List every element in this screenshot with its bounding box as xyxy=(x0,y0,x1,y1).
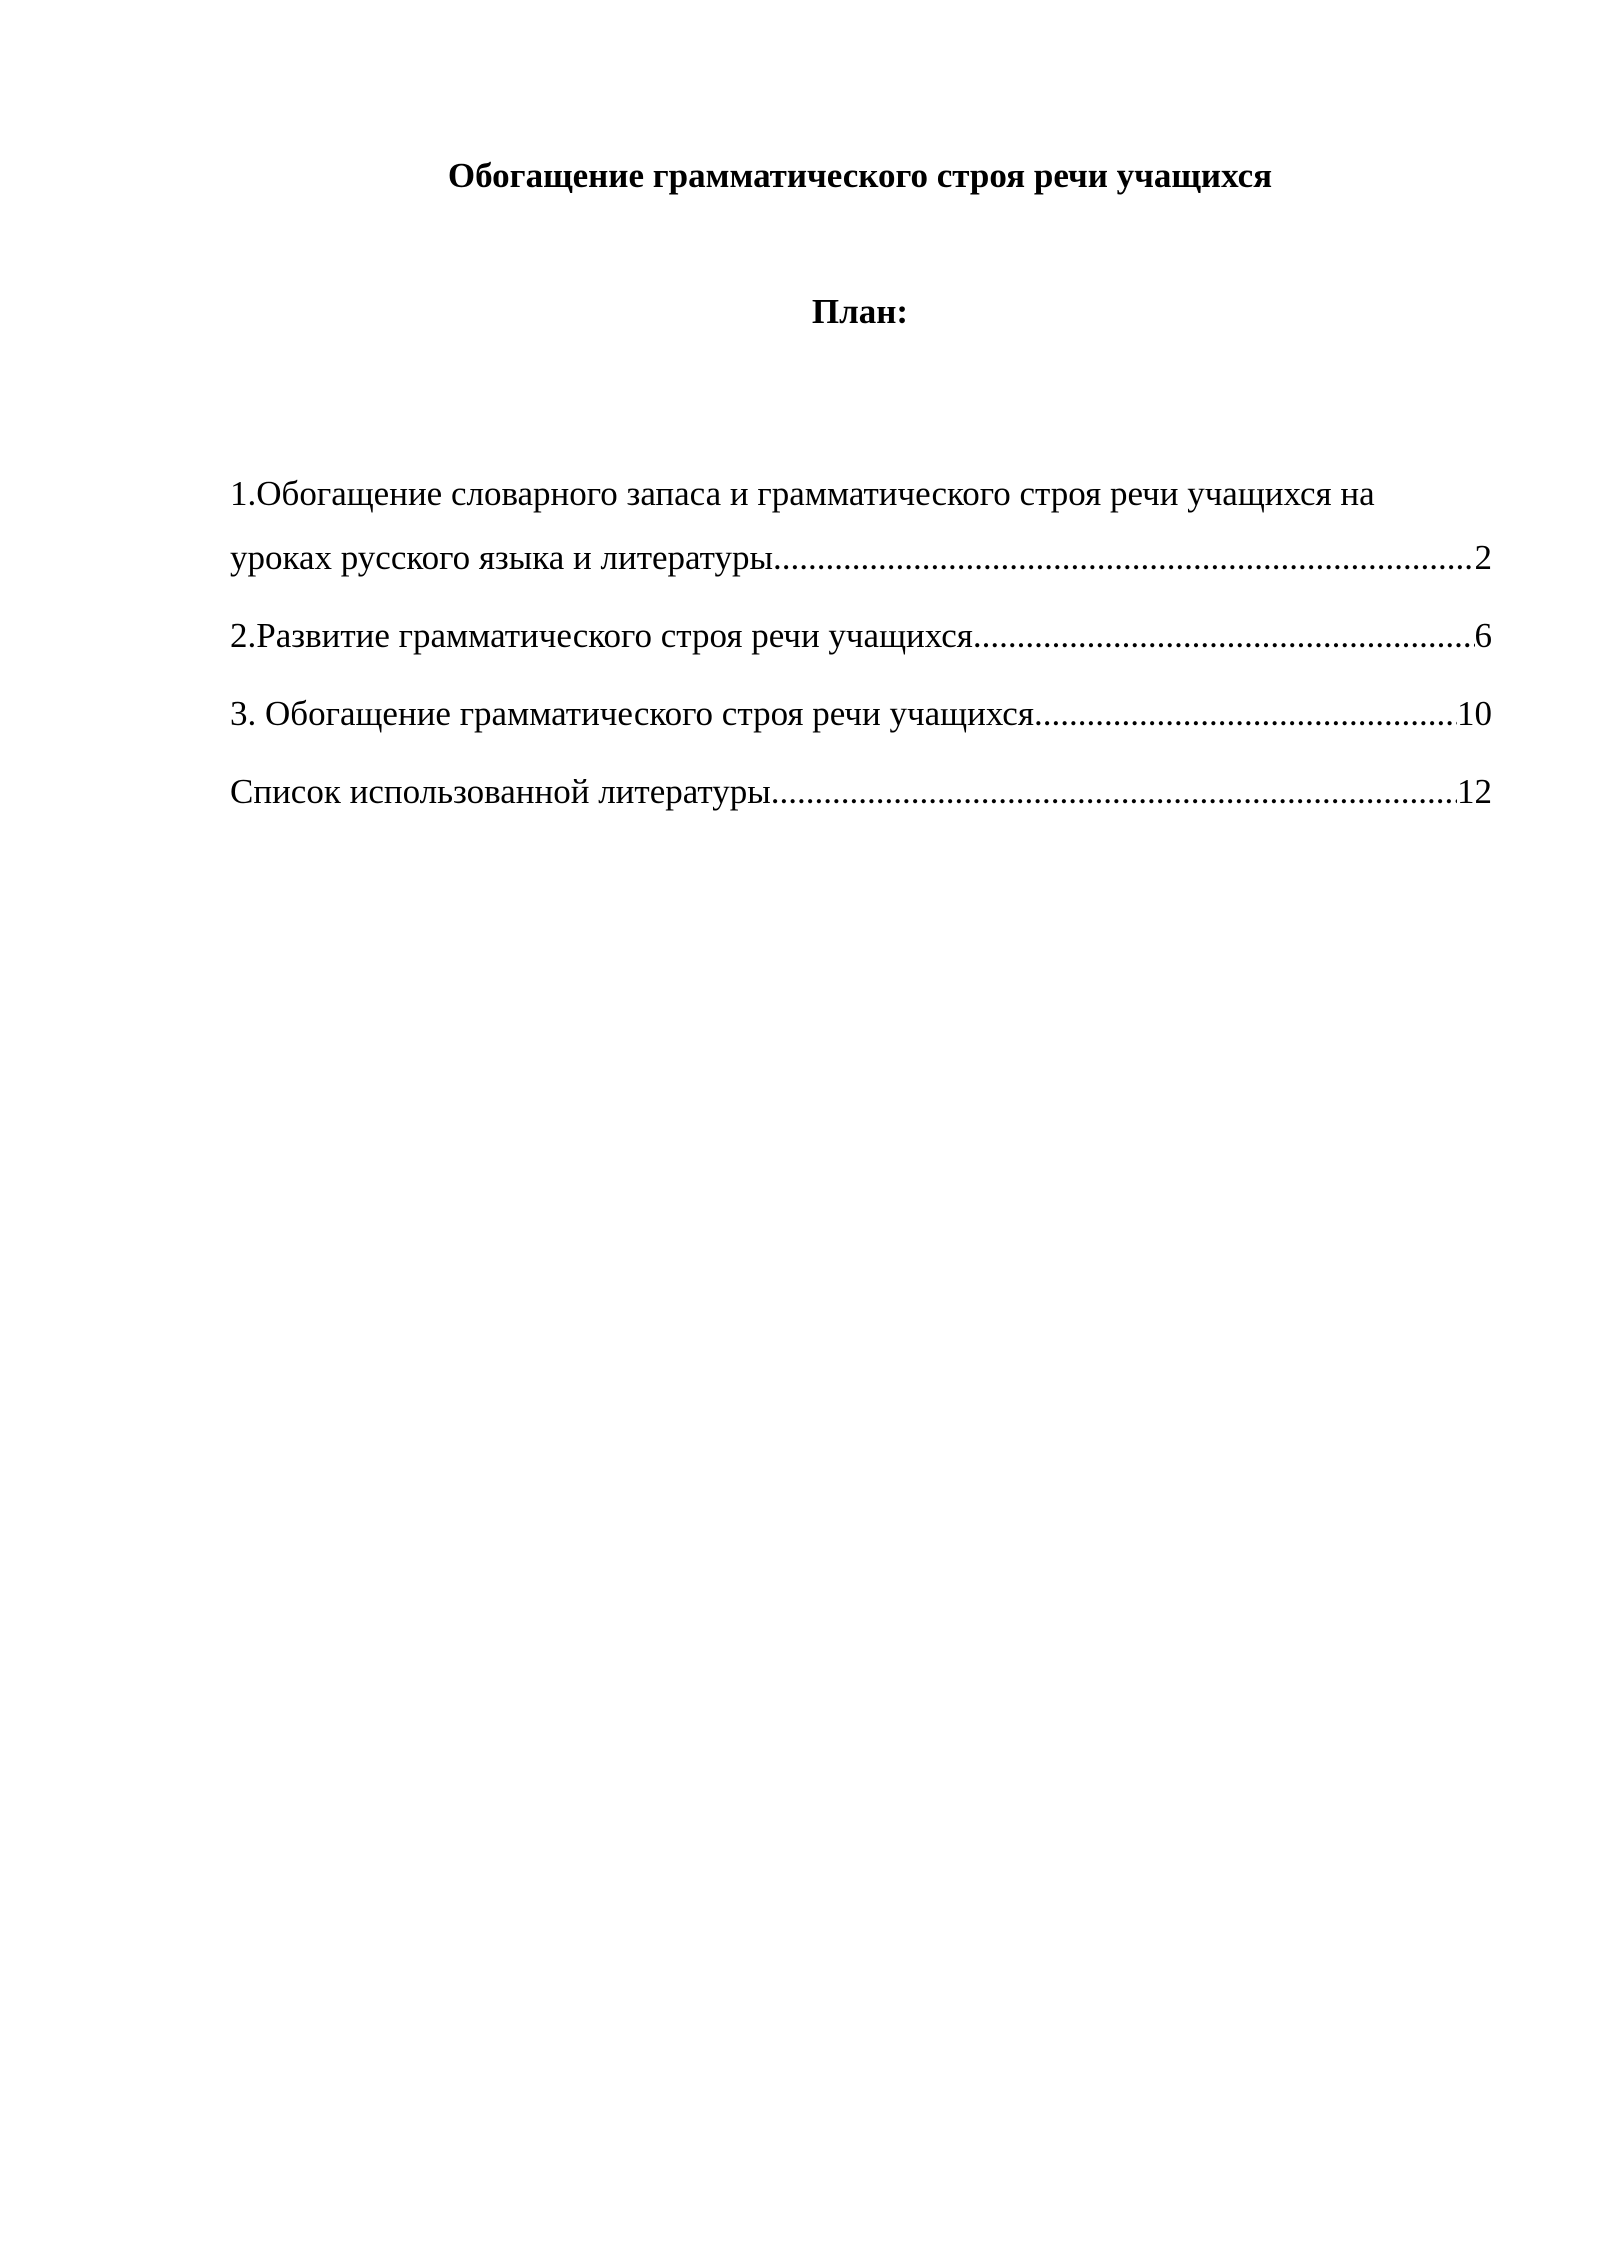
toc-entry-2[interactable] xyxy=(230,604,1492,668)
toc-page-number: 10 xyxy=(1457,694,1492,733)
toc-entry-text: 3. Обогащение грамматического строя речи учащихся xyxy=(230,694,1034,733)
toc-entry-text: Список использованной литературы xyxy=(230,772,771,811)
toc-entry-line xyxy=(230,526,1492,590)
toc-entry-line xyxy=(230,682,1492,746)
toc-entry-text-line1: 1.Обогащение словарного запаса и грамматического строя речи учащихся на xyxy=(230,474,1375,513)
toc-page-number: 12 xyxy=(1457,772,1492,811)
toc-dot-leader xyxy=(1034,682,1457,746)
toc-entry-3[interactable] xyxy=(230,682,1492,746)
toc-page-number: 2 xyxy=(1474,538,1492,577)
toc-entry-4[interactable] xyxy=(230,760,1492,824)
toc-entry-line xyxy=(230,760,1492,824)
toc-entry-line xyxy=(230,604,1492,668)
toc-entry-1[interactable] xyxy=(230,462,1492,590)
table-of-contents xyxy=(230,462,1492,838)
toc-entry-text: 2.Развитие грамматического строя речи учащихся xyxy=(230,616,973,655)
toc-entry-text: уроках русского языка и литературы xyxy=(230,538,774,577)
toc-page-number: 6 xyxy=(1474,616,1492,655)
toc-dot-leader xyxy=(773,526,1474,590)
plan-heading: План: xyxy=(811,292,909,331)
toc-dot-leader xyxy=(973,604,1475,668)
document-title: Обогащение грамматического строя речи учащихся xyxy=(447,156,1273,195)
toc-dot-leader xyxy=(771,760,1457,824)
